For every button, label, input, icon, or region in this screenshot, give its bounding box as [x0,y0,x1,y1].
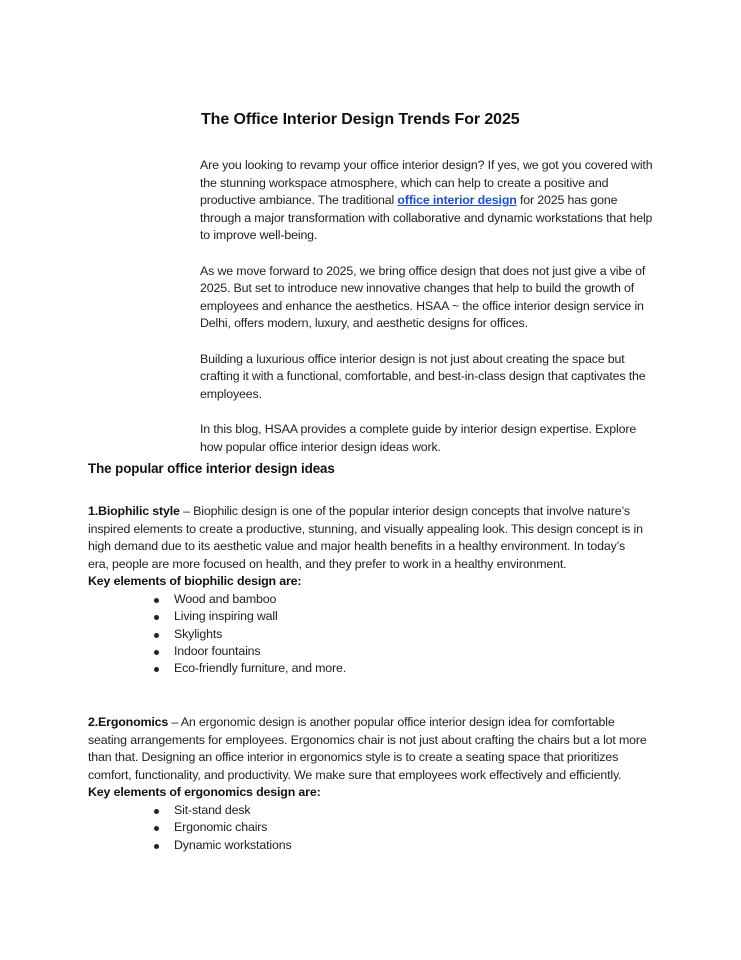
intro-paragraph-1 [200,157,655,245]
intro-p1-text-before: Are you looking to revamp your office interior design? If yes, we got you covered with the stunning workspace atmosphere, which can help to create a positive and productive ambiance. The traditional [200,158,653,208]
list-item [150,819,648,836]
intro-paragraph-3: Building a luxurious office interior design is not just about creating the space but crafting it with a functional, comfortable, and best-in-class design that captivates the employees. [200,351,646,401]
intro-section [200,157,655,474]
list-item [150,643,648,660]
biophilic-list [88,591,648,677]
page-title: The Office Interior Design Trends For 2025 [201,111,520,128]
ergonomics-lead: 2.Ergonomics [88,715,169,729]
list-item-text: Sit-stand desk [174,802,251,817]
list-item-text: Ergonomic chairs [174,820,268,835]
list-item [150,591,648,608]
bullet-icon [154,615,159,620]
list-item-text: Dynamic workstations [174,837,292,852]
bullet-icon [154,667,159,672]
bullet-icon [154,598,159,603]
ergonomics-list [88,802,648,854]
list-item [150,660,648,677]
bullet-icon [154,650,159,655]
ergonomics-section [88,714,648,854]
biophilic-text: – Biophilic design is one of the popular interior design concepts that involve nature’s inspired elements to create a productive, stunning, and visually appealing look. This design concept is in high demand due to its aesthetic value and major health benefits in a healthy environment. In today’s era, people are more focused on health, and they prefer to work in a healthy environment. [88,504,643,571]
list-item [150,608,648,625]
intro-p1-text-after: for 2025 has gone through a major transformation with collaborative and dynamic workstations that help to improve well-being. [200,193,653,243]
biophilic-lead: 1.Biophilic style [88,504,180,518]
list-item [150,626,648,643]
list-item [150,837,648,854]
office-interior-design-link[interactable]: office interior design [397,193,517,208]
list-item-text: Indoor fountains [174,643,261,658]
bullet-icon [154,844,159,849]
ergonomics-key-label: Key elements of ergonomics design are: [88,785,321,800]
intro-paragraph-2: As we move forward to 2025, we bring office design that does not just give a vibe of 2025. But set to introduce new innovative changes that help to build the growth of employees and enhance the aesthetics. HSAA ~ the office interior design service in Delhi, offers modern, luxury, and aesthetic designs for offices. [200,263,646,331]
biophilic-key-label: Key elements of biophilic design are: [88,574,302,589]
list-item-text: Wood and bamboo [174,591,277,606]
bullet-icon [154,826,159,831]
section-heading: The popular office interior design ideas [88,461,335,476]
list-item [150,802,648,819]
bullet-icon [154,633,159,638]
intro-paragraph-4: In this blog, HSAA provides a complete guide by interior design expertise. Explore how popular office interior design ideas work. [200,421,637,454]
biophilic-section [88,503,648,677]
list-item-text: Living inspiring wall [174,609,278,624]
list-item-text: Skylights [174,626,223,641]
biophilic-paragraph [88,503,648,573]
ergonomics-text: – An ergonomic design is another popular office interior design idea for comfortable seating arrangements for employees. Ergonomics chair is not just about crafting the chairs but a lot more than that. Designing an office interior in ergonomics style is to create a seating space that prioritizes comfort, functionality, and productivity. We make sure that employees work effectively and efficiently. [88,715,647,782]
bullet-icon [154,809,159,814]
ergonomics-paragraph [88,714,648,784]
list-item-text: Eco-friendly furniture, and more. [174,661,347,676]
